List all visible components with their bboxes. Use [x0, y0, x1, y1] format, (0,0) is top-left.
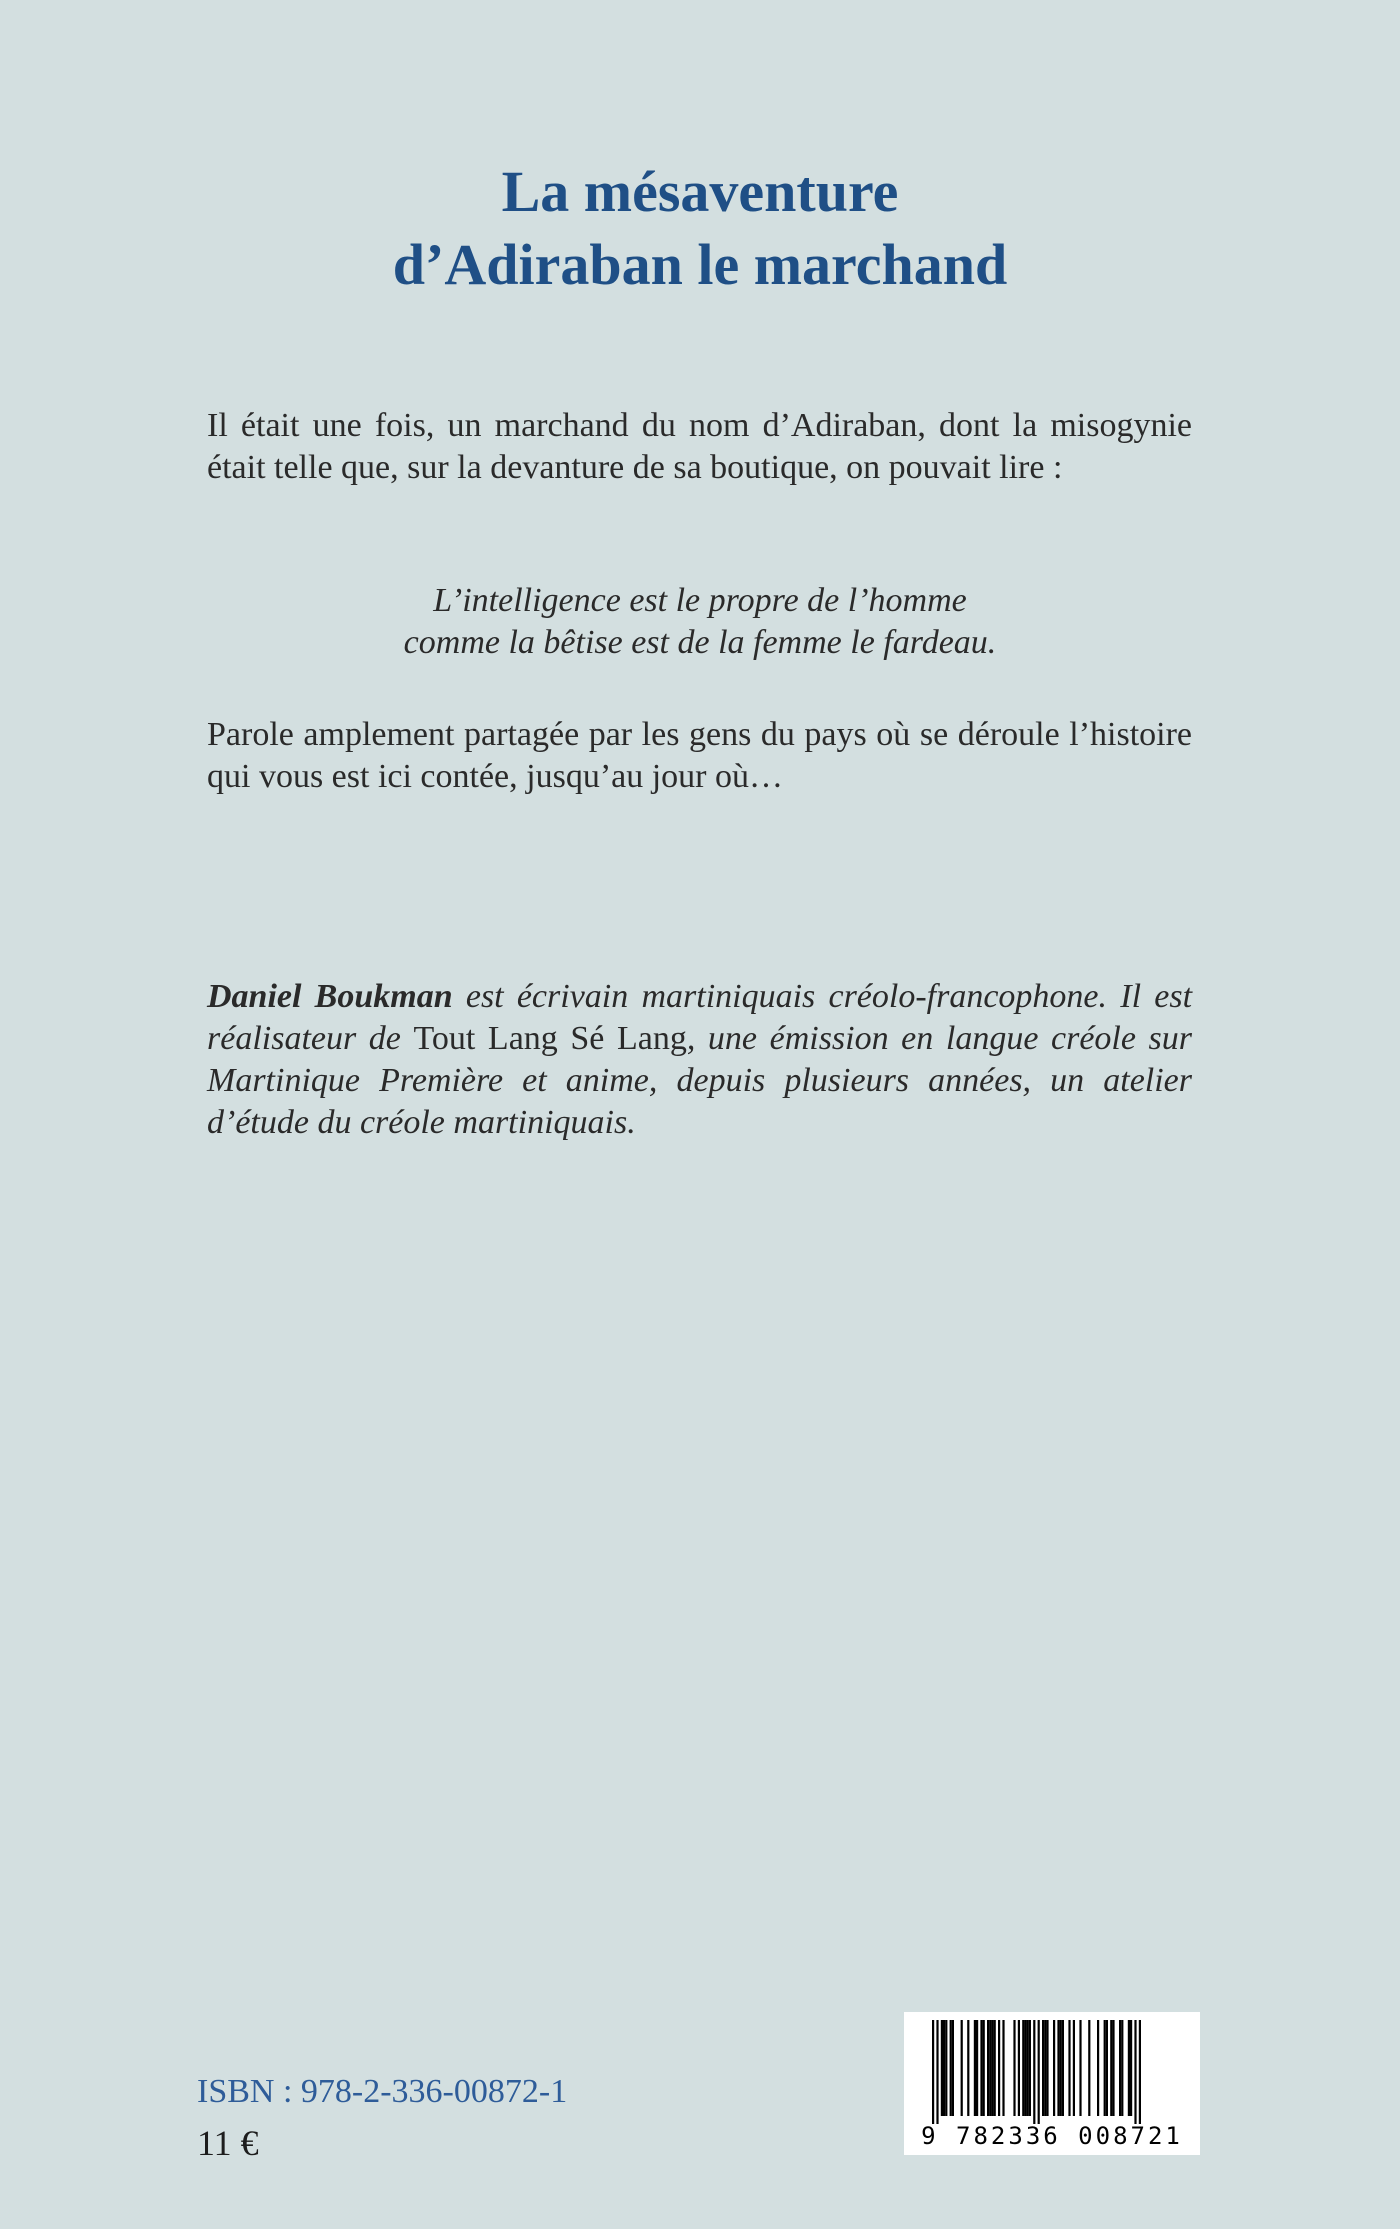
book-title — [0, 155, 1400, 301]
barcode-bar — [1104, 2020, 1106, 2116]
barcode-bar — [976, 2020, 978, 2116]
book-title-line-2: d’Adiraban le marchand — [392, 232, 1008, 297]
barcode-bar — [991, 2020, 993, 2116]
barcode-bar — [943, 2020, 945, 2116]
author-bio — [207, 976, 1192, 1144]
author-bio-part-2: , une émission en langue créole sur Martinique Première et anime, depuis plusieurs années, un atelier d’étude du créole martiniquais. — [207, 1020, 1192, 1141]
barcode-bar — [1134, 2020, 1136, 2124]
barcode-bar — [950, 2020, 952, 2116]
show-title: Tout Lang Sé Lang — [413, 1020, 687, 1057]
barcode-bar — [1097, 2020, 1099, 2116]
barcode-bar — [1106, 2020, 1108, 2116]
author-bio-part-1: est écrivain martiniquais créolo-francophone. Il est réalisateur de — [207, 978, 1193, 1057]
barcode-bar — [967, 2020, 969, 2116]
barcode-bar — [1018, 2020, 1020, 2116]
barcode-bar — [1044, 2020, 1046, 2116]
barcode-bar — [952, 2020, 954, 2116]
barcode-bar — [1042, 2020, 1044, 2116]
barcode-bar — [1068, 2020, 1070, 2116]
barcode-bar — [1128, 2020, 1130, 2116]
barcode-bar — [983, 2020, 985, 2116]
barcode-bar — [974, 2020, 976, 2116]
barcode-bar — [932, 2020, 934, 2124]
barcode-bar — [1024, 2020, 1026, 2116]
barcode-bar — [1121, 2020, 1123, 2116]
barcode-bars-graphic — [904, 2012, 1200, 2124]
epigraph-line-1: L’intelligence est le propre de l’homme — [433, 582, 967, 619]
barcode-bar — [1112, 2020, 1114, 2116]
barcode-bar — [936, 2020, 938, 2124]
intro-paragraph: Il était une fois, un marchand du nom d’Adiraban, dont la misogynie était telle que, sur la devanture de sa boutique, on pouvait lire : — [207, 407, 1192, 486]
barcode-bar — [1088, 2020, 1090, 2116]
barcode-bar — [1110, 2020, 1112, 2116]
barcode-bar — [1079, 2020, 1081, 2116]
barcode-bar — [1022, 2020, 1024, 2116]
author-name: Daniel Boukman — [207, 978, 453, 1015]
barcode-bar — [1060, 2020, 1062, 2116]
barcode-bar — [1002, 2020, 1004, 2116]
barcode-bar — [945, 2020, 947, 2116]
isbn-number: ISBN : 978-2-336-00872-1 — [197, 2073, 568, 2110]
barcode-bar — [961, 2020, 963, 2116]
barcode-bar — [1139, 2020, 1141, 2124]
barcode-bar — [1057, 2020, 1059, 2116]
epigraph-quote — [0, 580, 1400, 664]
barcode-bar — [1038, 2020, 1040, 2124]
barcode-bar — [1119, 2020, 1121, 2116]
barcode-bar — [941, 2020, 943, 2116]
barcode-bar — [1062, 2020, 1064, 2116]
price: 11 € — [197, 2123, 259, 2163]
barcode-bar — [1029, 2020, 1031, 2116]
barcode-bar — [994, 2020, 996, 2116]
barcode-bar — [989, 2020, 991, 2116]
barcode-bar — [1130, 2020, 1132, 2116]
barcode-digits: 9 782336 008721 — [921, 2122, 1183, 2150]
book-title-line-1: La mésaventure — [501, 159, 899, 224]
barcode-bar — [980, 2020, 982, 2116]
barcode-bar — [1033, 2020, 1035, 2124]
barcode-bar — [1013, 2020, 1015, 2116]
barcode-bar — [998, 2020, 1000, 2116]
epigraph-line-2: comme la bêtise est de la femme le fardeau. — [403, 624, 997, 661]
barcode-bar — [1053, 2020, 1055, 2116]
barcode-bar — [1073, 2020, 1075, 2116]
barcode-bar — [987, 2020, 989, 2116]
continuation-paragraph: Parole amplement partagée par les gens du pays où se déroule l’histoire qui vous est ici contée, jusqu’au jour où… — [207, 716, 1192, 795]
barcode-bar — [1027, 2020, 1029, 2116]
barcode — [904, 2012, 1200, 2155]
barcode-bar — [1046, 2020, 1048, 2116]
